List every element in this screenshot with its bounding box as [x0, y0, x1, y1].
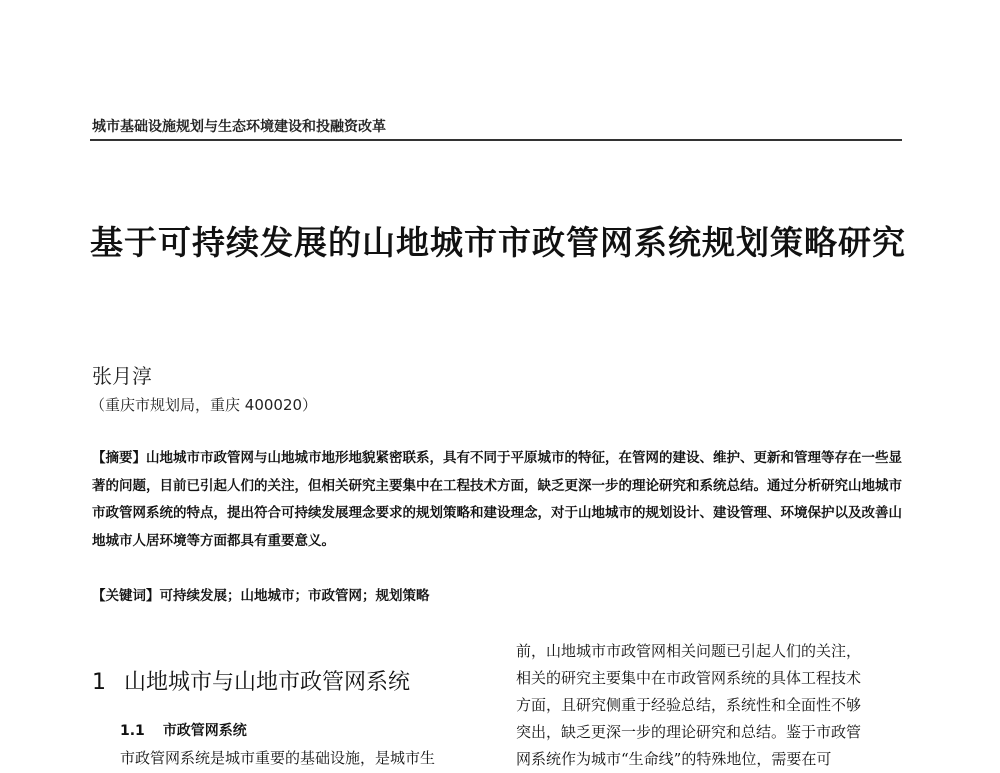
- abstract-text: 山地城市市政管网与山地城市地形地貌紧密联系，具有不同于平原城市的特征，在管网的建设、维护、更新和管理等存在一些显著的问题，目前已引起人们的关注，但相关研究主要集中在工程技术方面，缺乏更深一步的理论研究和系统总结。通过分析研究山地城市市政管网系统的特点，提出符合可持续发展理念要求的规划策略和建设理念，对于山地城市的规划设计、建设管理、环境保护以及改善山地城市人居环境等方面都具有重要意义。: [92, 450, 902, 549]
- running-header: 城市基础设施规划与生态环境建设和投融资改革: [92, 119, 386, 135]
- right-column-line: 突出，缺乏更深一步的理论研究和总结。鉴于市政管: [516, 723, 862, 741]
- header-rule: [90, 139, 902, 141]
- right-column-line: 前，山地城市市政管网相关问题已引起人们的关注，: [516, 642, 862, 660]
- right-column-line: 方面，且研究侧重于经验总结，系统性和全面性不够: [516, 696, 862, 714]
- keywords: [92, 583, 906, 610]
- right-column-line: 相关的研究主要集中在市政管网系统的具体工程技术: [516, 669, 862, 687]
- subsection-heading: [120, 720, 247, 740]
- abstract: [92, 445, 906, 555]
- right-column-line: 网系统作为城市“生命线”的特殊地位，需要在可: [516, 750, 832, 768]
- keywords-text: 可持续发展；山地城市；市政管网；规划策略: [159, 588, 430, 604]
- subsection-number: 1.1: [120, 723, 145, 739]
- author-affiliation: （重庆市规划局，重庆 400020）: [90, 396, 318, 414]
- abstract-label: 【摘要】: [92, 450, 146, 466]
- section-heading: [92, 665, 410, 696]
- subsection-title: 市政管网系统: [162, 723, 247, 739]
- author-name: 张月淳: [92, 364, 152, 388]
- left-column-paragraph: 市政管网系统是城市重要的基础设施，是城市生: [120, 749, 436, 767]
- right-column-paragraph: [516, 638, 908, 773]
- paper-title: 基于可持续发展的山地城市市政管网系统规划策略研究: [90, 223, 906, 262]
- section-title: 山地城市与山地市政管网系统: [124, 670, 411, 695]
- keywords-label: 【关键词】: [92, 588, 160, 604]
- section-number: 1: [92, 670, 106, 695]
